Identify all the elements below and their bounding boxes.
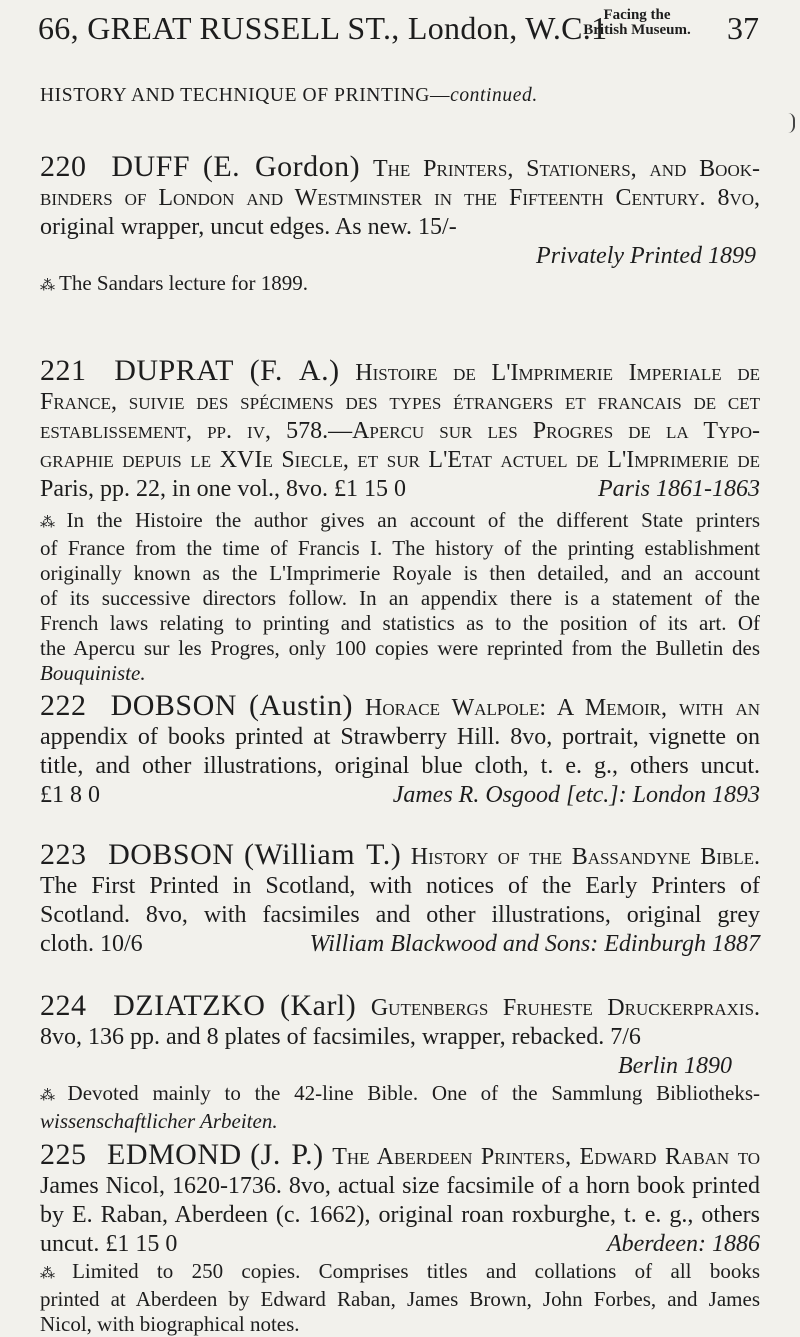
- entry-note: printed at Aberdeen by Edward Raban, James Brown, John Forbes, and James: [40, 1287, 760, 1311]
- entry-line: 8vo, 136 pp. and 8 plates of facsimiles, wrapper, rebacked. 7/6: [40, 1024, 641, 1050]
- entry-price-line: [40, 475, 760, 504]
- entry-line: James Nicol, 1620-1736. 8vo, actual size facsimile of a horn book printed: [40, 1173, 760, 1199]
- entry-author-initials: (Karl): [279, 989, 357, 1022]
- asterism-icon: ⁂: [40, 515, 63, 531]
- section-title-continued: continued.: [450, 85, 538, 106]
- entry-heading: [40, 152, 760, 184]
- entry-imprint: William Blackwood and Sons: Edinburgh 1887: [309, 931, 760, 957]
- entry-heading: [40, 1140, 760, 1172]
- entry-number: 220: [40, 150, 87, 183]
- entry-number: 224: [40, 989, 87, 1022]
- catalogue-entry-224: [40, 991, 760, 1134]
- entry-number: 225: [40, 1138, 87, 1171]
- entry-title: The Printers, Stationers, and Book-: [372, 156, 760, 182]
- catalogue-entry-223: [40, 840, 760, 959]
- entry-note: Nicol, with biographical notes.: [40, 1312, 300, 1336]
- entry-title: History of the Bassandyne Bible.: [410, 844, 760, 870]
- entry-heading: [40, 356, 760, 388]
- entry-author: DZIATZKO: [113, 989, 266, 1022]
- header-facing: Facing the: [603, 7, 671, 23]
- entry-author-initials: (E. Gordon): [202, 150, 361, 183]
- entry-title: Histoire de L'Imprimerie Imperiale de: [355, 360, 761, 386]
- entry-number: 223: [40, 838, 87, 871]
- entry-line: graphie depuis le XVIe Siecle, et sur L'Etat actuel de L'Imprimerie de: [40, 447, 760, 473]
- asterism-icon: ⁂: [40, 1266, 69, 1282]
- entry-line: France, suivie des spécimens des types étrangers et francais de cet: [40, 389, 760, 415]
- entry-price: £1 8 0: [40, 782, 100, 808]
- entry-note: ⁂ The Sandars lecture for 1899.: [40, 271, 308, 295]
- header-address: 66, GREAT RUSSELL ST., London, W.C.1: [38, 10, 608, 46]
- entry-note: wissenschaftlicher Arbeiten.: [40, 1109, 278, 1133]
- entry-line: original wrapper, uncut edges. As new. 15/-: [40, 214, 457, 240]
- catalogue-entry-225: [40, 1140, 760, 1337]
- entry-line: binders of London and Westminster in the Fifteenth Century. 8vo,: [40, 185, 760, 211]
- entry-price-line: [40, 781, 760, 810]
- section-title: [40, 85, 538, 107]
- catalogue-entry-222: [40, 691, 760, 810]
- entry-line: appendix of books printed at Strawberry Hill. 8vo, portrait, vignette on: [40, 724, 760, 750]
- entry-imprint: Aberdeen: 1886: [606, 1231, 760, 1257]
- entry-author-initials: (F. A.): [249, 354, 340, 387]
- entry-note: of France from the time of Francis I. The history of the printing establishment: [40, 536, 760, 560]
- entry-line: establissement, pp. iv, 578.—Apercu sur les Progres de la Typo-: [40, 418, 760, 444]
- entry-heading: [40, 991, 760, 1023]
- entry-author-initials: (William T.): [243, 838, 402, 871]
- entry-author: DUFF: [111, 150, 191, 183]
- section-title-main: HISTORY AND TECHNIQUE OF PRINTING—: [40, 85, 451, 106]
- header-location: [578, 8, 696, 38]
- entry-note: ⁂ Limited to 250 copies. Comprises titles and collations of all books: [40, 1259, 761, 1283]
- entry-note: French laws relating to printing and statistics as to the position of its art. Of: [40, 611, 760, 635]
- entry-number: 222: [40, 689, 87, 722]
- entry-price-line: [40, 930, 760, 959]
- entry-title: Gutenbergs Fruheste Druckerpraxis.: [370, 995, 761, 1021]
- entry-line: by E. Raban, Aberdeen (c. 1662), original roan roxburghe, t. e. g., others: [40, 1202, 760, 1228]
- entry-title: Horace Walpole: A Memoir, with an: [365, 695, 761, 721]
- page-number: 37: [727, 10, 759, 46]
- asterism-icon: ⁂: [40, 1088, 64, 1104]
- entry-title: The Aberdeen Printers, Edward Raban to: [332, 1144, 761, 1170]
- entry-line: The First Printed in Scotland, with notices of the Early Printers of: [40, 873, 760, 899]
- header-museum: British Museum.: [583, 22, 691, 38]
- entry-price: Paris, pp. 22, in one vol., 8vo. £1 15 0: [40, 476, 406, 502]
- entry-author: DOBSON: [110, 689, 237, 722]
- margin-mark: [788, 113, 795, 133]
- entry-author: DUPRAT: [114, 354, 234, 387]
- asterism-icon: ⁂: [40, 278, 55, 294]
- entry-line: title, and other illustrations, original blue cloth, t. e. g., others uncut.: [40, 753, 760, 779]
- catalogue-entry-220: [40, 152, 760, 299]
- entry-note: ⁂ In the Histoire the author gives an account of the different State printers: [40, 508, 761, 532]
- entry-imprint: James R. Osgood [etc.]: London 1893: [392, 782, 760, 808]
- entry-imprint: Privately Printed 1899: [536, 243, 756, 269]
- entry-note: originally known as the L'Imprimerie Royale is then detailed, and an account: [40, 561, 760, 585]
- catalogue-entry-221: [40, 356, 760, 686]
- entry-author-initials: (Austin): [248, 689, 353, 722]
- entry-price: uncut. £1 15 0: [40, 1231, 178, 1257]
- page-header: [0, 6, 800, 66]
- entry-note: ⁂ Devoted mainly to the 42-line Bible. One of the Sammlung Bibliotheks-: [40, 1081, 760, 1105]
- entry-number: 221: [40, 354, 87, 387]
- entry-author-initials: (J. P.): [250, 1138, 324, 1171]
- entry-author: DOBSON: [108, 838, 235, 871]
- entry-heading: [40, 840, 760, 872]
- entry-note: of its successive directors follow. In an appendix there is a statement of the: [40, 586, 760, 610]
- entry-imprint: Berlin 1890: [618, 1053, 732, 1079]
- entry-price-line: [40, 1230, 760, 1259]
- entry-note: the Apercu sur les Progres, only 100 copies were reprinted from the Bulletin des: [40, 636, 760, 660]
- entry-price: cloth. 10/6: [40, 931, 143, 957]
- entry-author: EDMOND: [107, 1138, 242, 1171]
- entry-heading: [40, 691, 760, 723]
- entry-note: Bouquiniste.: [40, 661, 146, 685]
- entry-line: Scotland. 8vo, with facsimiles and other illustrations, original grey: [40, 902, 760, 928]
- entry-imprint: Paris 1861-1863: [598, 476, 760, 502]
